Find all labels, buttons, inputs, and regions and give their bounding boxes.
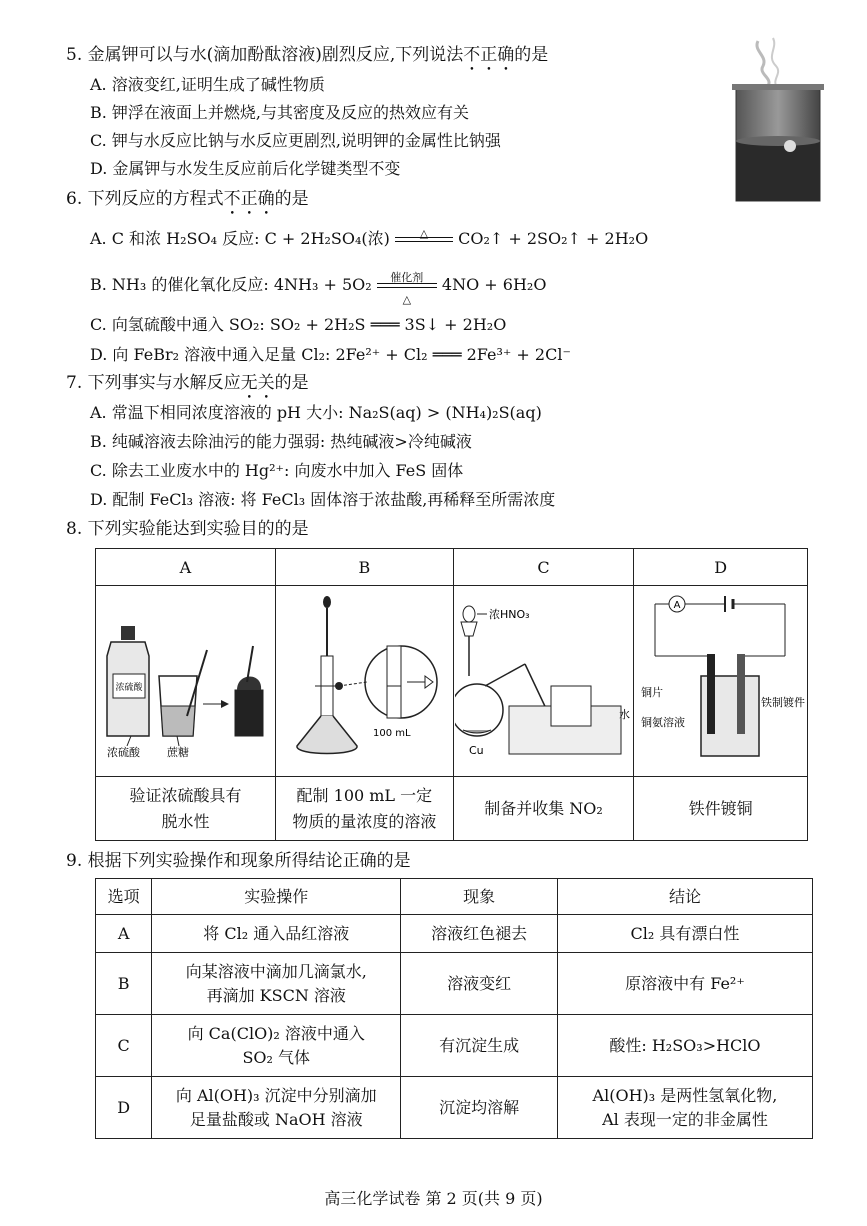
q8-figure-c — [453, 586, 633, 777]
volumetric-flask-diagram — [277, 586, 451, 772]
label-sucrose: 蔗糖 — [167, 746, 190, 759]
q9-header-option: 选项 — [96, 879, 152, 915]
cell: 向 Al(OH)₃ 沉淀中分别滴加 足量盐酸或 NaOH 溶液 — [152, 1077, 401, 1139]
cell: Cl₂ 具有漂白性 — [557, 915, 812, 953]
page-footer: 高三化学试卷 第 2 页(共 9 页) — [324, 1189, 543, 1208]
q8-caption-d: 铁件镀铜 — [634, 777, 808, 841]
q8-caption-c: 制备并收集 NO₂ — [453, 777, 633, 841]
q8-header-d: D — [634, 549, 808, 586]
q6-stem: 6. 下列反应的方程式不正确的是 — [66, 189, 309, 209]
q6-option-b: B. NH₃ 的催化氧化反应: 4NH₃ + 5O₂ 催化剂 △ 4NO + 6H₂O — [90, 274, 546, 296]
q8-caption-a: 验证浓硫酸具有 脱水性 — [96, 777, 276, 841]
cell: 向某溶液中滴加几滴氯水, 再滴加 KSCN 溶液 — [152, 953, 401, 1015]
cell: D — [96, 1077, 152, 1139]
q9-header-operation: 实验操作 — [152, 879, 401, 915]
cell: 将 Cl₂ 通入品红溶液 — [152, 915, 401, 953]
q7-option-d: D. 配制 FeCl₃ 溶液: 将 FeCl₃ 固体溶于浓盐酸,再稀释至所需浓度 — [90, 490, 556, 509]
q8-stem: 8. 下列实验能达到实验目的的是 — [66, 519, 309, 539]
electroplating-diagram — [635, 586, 807, 772]
q8-figure-d — [634, 586, 808, 777]
q8-caption-b: 配制 100 mL 一定 物质的量浓度的溶液 — [275, 777, 453, 841]
cell: B — [96, 953, 152, 1015]
q8-figure-a — [96, 586, 276, 777]
cell: 溶液变红 — [401, 953, 558, 1015]
table-row — [96, 915, 813, 953]
table-row — [96, 1015, 813, 1077]
q8-figure-b — [275, 586, 453, 777]
q7-stem: 7. 下列事实与水解反应无关的是 — [66, 373, 309, 393]
q5-option-b: B. 钾浮在液面上并燃烧,与其密度及反应的热效应有关 — [90, 103, 470, 122]
label-copper: Cu — [468, 744, 484, 757]
cell: 酸性: H₂SO₃>HClO — [557, 1015, 812, 1077]
q5-option-d: D. 金属钾与水发生反应前后化学键类型不变 — [90, 159, 401, 178]
cell: 溶液红色褪去 — [401, 915, 558, 953]
potassium-water-beaker-photo — [728, 36, 828, 206]
table-row — [96, 953, 813, 1015]
q8-header-a: A — [96, 549, 276, 586]
q6-b-condition-bottom: △ — [402, 293, 412, 306]
label-iron-workpiece: 铁制镀件 — [760, 696, 805, 709]
no2-preparation-diagram — [455, 586, 633, 772]
cell: 有沉淀生成 — [401, 1015, 558, 1077]
cell: Al(OH)₃ 是两性氢氧化物, Al 表现一定的非金属性 — [557, 1077, 812, 1139]
q6-option-d: D. 向 FeBr₂ 溶液中通入足量 Cl₂: 2Fe²⁺ + Cl₂ ═══ 2Fe³⁺ + 2Cl⁻ — [90, 345, 571, 364]
q6-option-c: C. 向氢硫酸中通入 SO₂: SO₂ + 2H₂S ═══ 3S↓ + 2H₂O — [90, 315, 507, 334]
label-copper-plate: 铜片 — [640, 686, 663, 699]
q5-option-c: C. 钾与水反应比钠与水反应更剧烈,说明钾的金属性比钠强 — [90, 131, 501, 150]
q5-option-a: A. 溶液变红,证明生成了碱性物质 — [90, 75, 325, 94]
bottle-label: 浓硫酸 — [115, 683, 143, 693]
label-conc-nitric: 浓HNO₃ — [488, 608, 530, 621]
cell: C — [96, 1015, 152, 1077]
q9-table — [95, 878, 813, 1139]
label-water: 水 — [618, 708, 630, 721]
q7-option-a: A. 常温下相同浓度溶液的 pH 大小: Na₂S(aq) > (NH₄)₂S(aq) — [90, 403, 542, 422]
flask-volume-label: 100 mL — [373, 728, 411, 739]
q7-option-c: C. 除去工业废水中的 Hg²⁺: 向废水中加入 FeS 固体 — [90, 461, 464, 480]
cell: A — [96, 915, 152, 953]
q7-option-b: B. 纯碱溶液去除油污的能力强弱: 热纯碱液>冷纯碱液 — [90, 432, 472, 451]
cell: 沉淀均溶解 — [401, 1077, 558, 1139]
q8-header-c: C — [453, 549, 633, 586]
cell: 原溶液中有 Fe²⁺ — [557, 953, 812, 1015]
label-copper-ammonia: 铜氨溶液 — [640, 716, 685, 729]
q8-experiment-table — [95, 548, 808, 841]
q6-a-condition: △ — [419, 227, 429, 240]
q9-stem: 9. 根据下列实验操作和现象所得结论正确的是 — [66, 851, 411, 871]
q5-stem: 5. 金属钾可以与水(滴加酚酞溶液)剧烈反应,下列说法不正确的是 — [66, 45, 549, 65]
q9-header-conclusion: 结论 — [557, 879, 812, 915]
q8-header-b: B — [275, 549, 453, 586]
q9-header-phenomenon: 现象 — [401, 879, 558, 915]
q6-option-a: A. C 和浓 H₂SO₄ 反应: C + 2H₂SO₄(浓) △ CO₂↑ + 2SO₂↑ + 2H₂O — [90, 228, 648, 250]
cell: 向 Ca(ClO)₂ 溶液中通入 SO₂ 气体 — [152, 1015, 401, 1077]
q6-b-condition-top: 催化剂 — [390, 271, 424, 284]
sulfuric-acid-sugar-diagram — [97, 586, 273, 772]
ammeter-label: A — [673, 600, 681, 611]
label-conc-acid: 浓硫酸 — [107, 746, 141, 759]
table-row — [96, 1077, 813, 1139]
